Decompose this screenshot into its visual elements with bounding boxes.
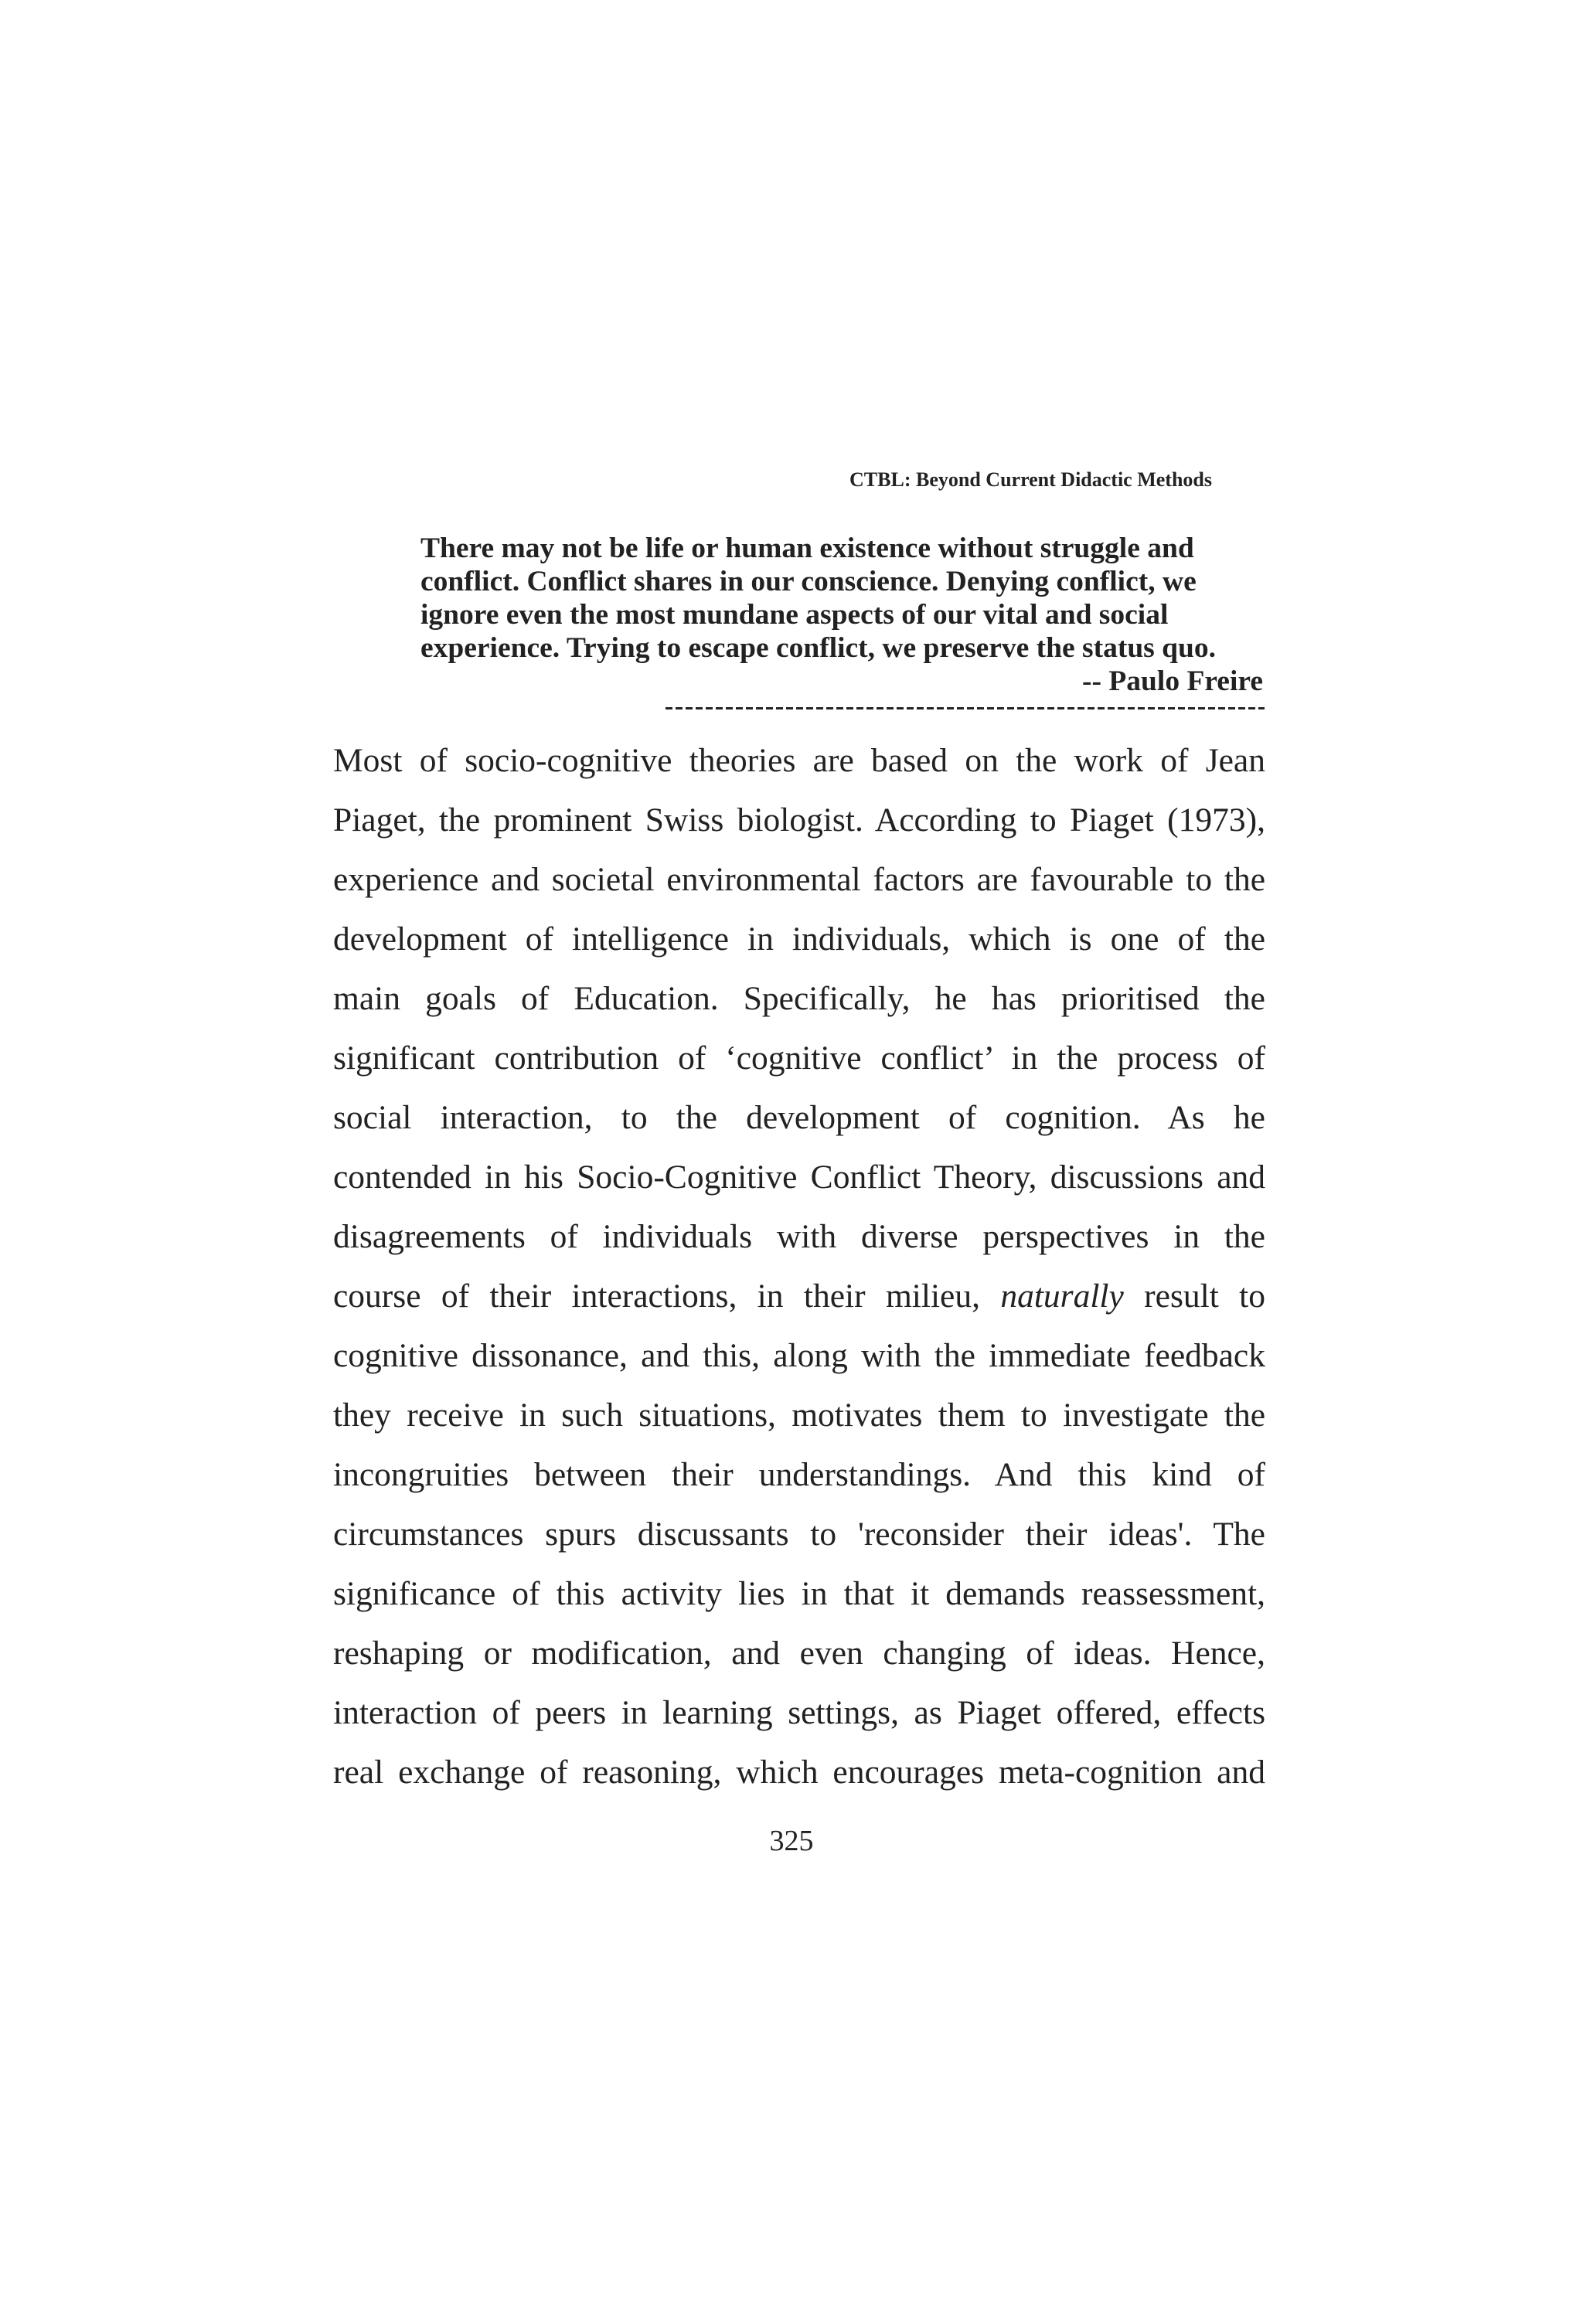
- epigraph-line: experience. Trying to escape conflict, we preserve the status quo.: [420, 632, 1216, 664]
- body-line: social interaction, to the development of cognition. As he: [333, 1099, 1265, 1136]
- body-line: incongruities between their understandings. And this kind of: [333, 1456, 1265, 1493]
- body-line: cognitive dissonance, and this, along with the immediate feedback: [333, 1337, 1265, 1374]
- body-line: development of intelligence in individuals, which is one of the: [333, 920, 1265, 958]
- body-line: main goals of Education. Specifically, he has prioritised the: [333, 980, 1265, 1017]
- body-line: real exchange of reasoning, which encourages meta-cognition and: [333, 1754, 1265, 1791]
- body-paragraph: [333, 731, 1265, 1802]
- separator-rule: [666, 707, 1265, 709]
- body-line: disagreements of individuals with diverse perspectives in the: [333, 1218, 1265, 1255]
- body-line: Most of socio-cognitive theories are based on the work of Jean: [333, 742, 1265, 779]
- body-line: circumstances spurs discussants to 'reconsider their ideas'. The: [333, 1516, 1265, 1553]
- epigraph-line: conflict. Conflict shares in our conscience. Denying conflict, we: [420, 566, 1197, 597]
- body-line-with-emphasis: [333, 1267, 1265, 1326]
- body-line-before-emphasis: course of their interactions, in their milieu,: [333, 1278, 1001, 1315]
- epigraph-attribution: -- Paulo Freire: [1082, 665, 1263, 697]
- running-header: CTBL: Beyond Current Didactic Methods: [849, 468, 1212, 491]
- body-line: reshaping or modification, and even changing of ideas. Hence,: [333, 1635, 1265, 1672]
- body-line: contended in his Socio-Cognitive Conflict Theory, discussions and: [333, 1159, 1265, 1196]
- body-line: significant contribution of ‘cognitive conflict’ in the process of: [333, 1040, 1265, 1077]
- body-line: significance of this activity lies in that it demands reassessment,: [333, 1575, 1265, 1612]
- epigraph-quote: [420, 532, 1263, 698]
- body-line: experience and societal environmental factors are favourable to the: [333, 861, 1265, 898]
- body-line: Piaget, the prominent Swiss biologist. According to Piaget (1973),: [333, 801, 1265, 839]
- epigraph-line: ignore even the most mundane aspects of our vital and social: [420, 599, 1169, 631]
- body-line: they receive in such situations, motivates them to investigate the: [333, 1397, 1265, 1434]
- italic-emphasis: naturally: [1000, 1278, 1124, 1315]
- epigraph-line: There may not be life or human existence without struggle and: [420, 533, 1194, 564]
- body-line-after-emphasis: result to: [1123, 1278, 1266, 1315]
- dashed-separator: [666, 694, 1265, 709]
- page-number: 325: [769, 1825, 814, 1857]
- body-line: interaction of peers in learning settings, as Piaget offered, effects: [333, 1694, 1265, 1731]
